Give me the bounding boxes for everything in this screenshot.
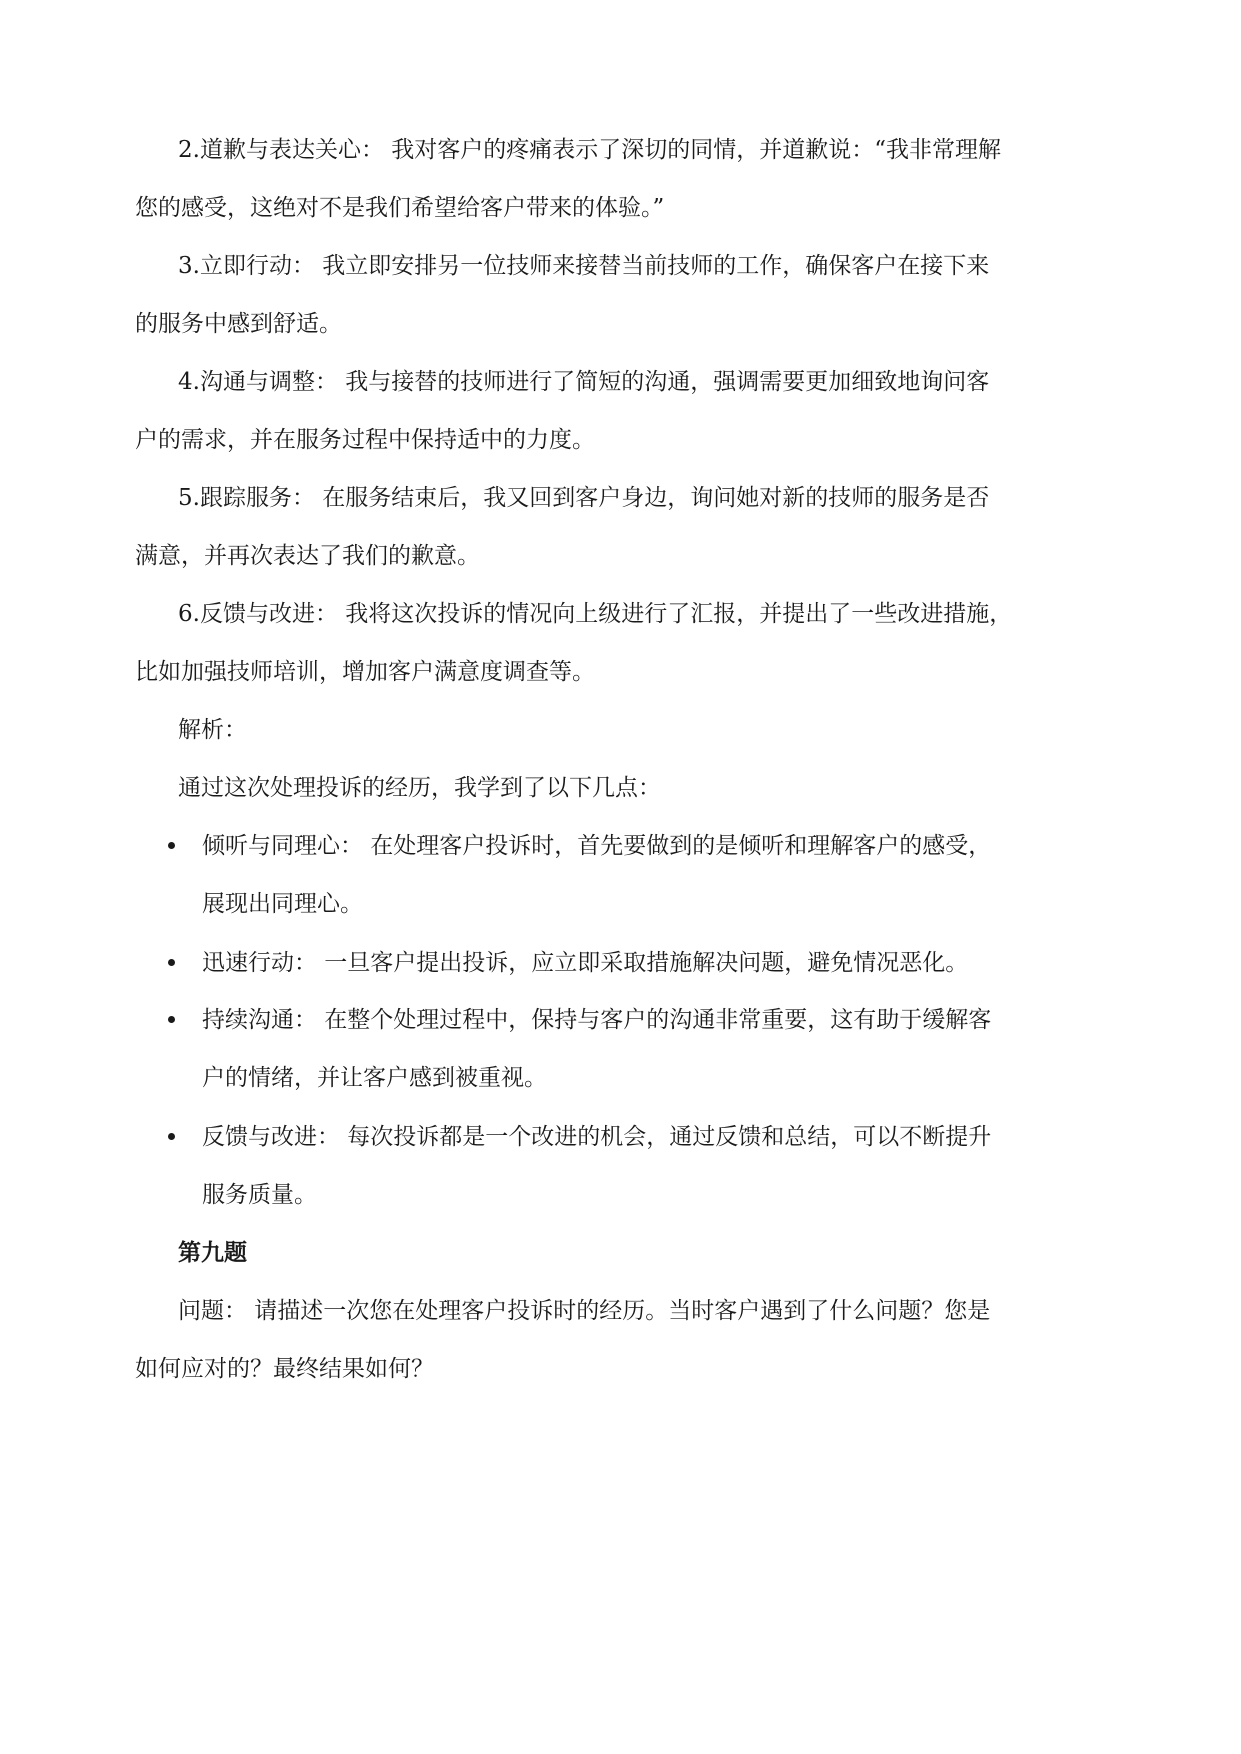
- bullet-line: 户的情绪，并让客户感到被重视。: [202, 1065, 547, 1091]
- paragraph-line: 4.沟通与调整： 我与接替的技师进行了简短的沟通，强调需要更加细致地询问客: [178, 369, 990, 395]
- paragraph-line: 5.跟踪服务： 在服务结束后，我又回到客户身边，询问她对新的技师的服务是否: [178, 485, 990, 511]
- bullet-line: 反馈与改进： 每次投诉都是一个改进的机会，通过反馈和总结，可以不断提升: [202, 1124, 992, 1150]
- paragraph-line: 户的需求，并在服务过程中保持适中的力度。: [135, 427, 595, 453]
- section-heading: 第九题: [178, 1239, 247, 1266]
- paragraph-line: 3.立即行动： 我立即安排另一位技师来接替当前技师的工作，确保客户在接下来: [178, 253, 990, 279]
- paragraph-line: 6.反馈与改进： 我将这次投诉的情况向上级进行了汇报，并提出了一些改进措施，: [178, 601, 1013, 627]
- paragraph-line: 比如加强技师培训，增加客户满意度调查等。: [135, 659, 595, 685]
- paragraph-line: 2.道歉与表达关心： 我对客户的疼痛表示了深切的同情，并道歉说：“我非常理解: [178, 137, 1002, 163]
- bullet-line: 展现出同理心。: [202, 891, 363, 917]
- analysis-label: 解析：: [178, 717, 247, 743]
- paragraph-line: 满意，并再次表达了我们的歉意。: [135, 543, 480, 569]
- bullet-line: 倾听与同理心： 在处理客户投诉时，首先要做到的是倾听和理解客户的感受，: [202, 833, 992, 859]
- question-line: 问题： 请描述一次您在处理客户投诉时的经历。当时客户遇到了什么问题？您是: [178, 1298, 991, 1324]
- bullet-line: 服务质量。: [202, 1182, 317, 1208]
- question-line: 如何应对的？最终结果如何？: [135, 1356, 434, 1382]
- bullet-dot-icon: [168, 1016, 175, 1023]
- bullet-line: 持续沟通： 在整个处理过程中，保持与客户的沟通非常重要，这有助于缓解客: [202, 1007, 992, 1033]
- paragraph-line: 的服务中感到舒适。: [135, 311, 342, 337]
- bullet-dot-icon: [168, 842, 175, 849]
- paragraph-line: 您的感受，这绝对不是我们希望给客户带来的体验。”: [135, 195, 665, 221]
- bullet-dot-icon: [168, 959, 175, 966]
- analysis-intro: 通过这次处理投诉的经历，我学到了以下几点：: [178, 775, 661, 801]
- bullet-dot-icon: [168, 1133, 175, 1140]
- bullet-line: 迅速行动： 一旦客户提出投诉，应立即采取措施解决问题，避免情况恶化。: [202, 950, 969, 976]
